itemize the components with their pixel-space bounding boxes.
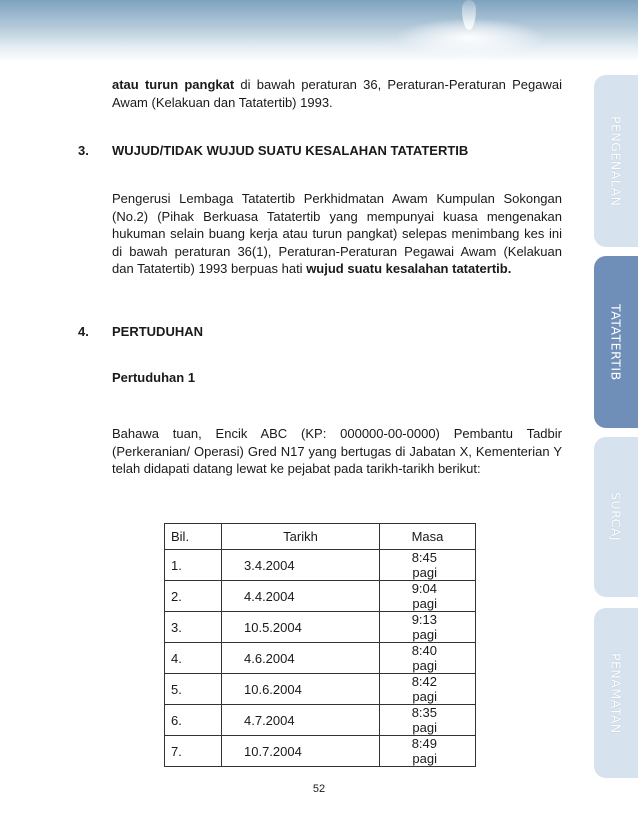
table-row	[165, 612, 476, 643]
paragraph-charge: Bahawa tuan, Encik ABC (KP: 000000-00-0000) Pembantu Tadbir (Perkeranian/ Operasi) Gred N17 yang bertugas di Jabatan X, Kementerian Y telah didapati datang lewat ke pejabat pada tarikh-tarikh berikut:	[112, 426, 562, 476]
paragraph-text: Pengerusi Lembaga Tatatertib Perkhidmatan Awam Kumpulan Sokongan (No.2) (Pihak Berkuasa Tatatertib yang mempunyai kuasa mengenakan hukuman selain buang kerja atau turun pangkat) selepas menimbang kes ini di bawah peraturan 36(1), Peraturan-Peraturan Pegawai Awam (Kelakuan dan Tatatertib) 1993 berpuas hati	[112, 191, 562, 276]
lateness-table	[164, 523, 476, 767]
side-tab-surcaj[interactable]	[594, 437, 638, 597]
paragraph-continuation	[112, 76, 562, 111]
cell-tarikh: 10.5.2004	[222, 612, 380, 643]
cell-bil: 4.	[165, 643, 222, 674]
cell-masa: 9:04 pagi	[380, 581, 476, 612]
paragraph-text: di bawah peraturan 36, Peraturan-Peraturan Pegawai Awam (Kelakuan dan Tatatertib) 1993.	[112, 77, 562, 110]
page-number: 52	[312, 783, 326, 795]
header-masa: Masa	[380, 524, 476, 550]
cell-masa: 8:40 pagi	[380, 643, 476, 674]
cell-tarikh: 4.4.2004	[222, 581, 380, 612]
bold-phrase: wujud suatu kesalahan tatatertib.	[306, 261, 512, 276]
side-tab-pengenalan[interactable]	[594, 75, 638, 247]
cell-tarikh: 10.7.2004	[222, 736, 380, 767]
cell-tarikh: 10.6.2004	[222, 674, 380, 705]
side-tab-tatatertib[interactable]	[594, 256, 638, 428]
side-tab-label: TATATERTIB	[608, 303, 624, 381]
cell-tarikh: 4.7.2004	[222, 705, 380, 736]
table-row	[165, 581, 476, 612]
subheading-pertuduhan-1: Pertuduhan 1	[112, 370, 196, 385]
cell-bil: 7.	[165, 736, 222, 767]
side-tab-label: PENAMATAN	[608, 652, 624, 734]
table-header-row	[165, 524, 476, 550]
cell-bil: 5.	[165, 674, 222, 705]
side-tab-penamatan[interactable]	[594, 608, 638, 778]
cell-tarikh: 4.6.2004	[222, 643, 380, 674]
section-heading-4: PERTUDUHAN	[112, 324, 203, 339]
table-row	[165, 550, 476, 581]
cell-masa: 8:49 pagi	[380, 736, 476, 767]
cell-bil: 1.	[165, 550, 222, 581]
section-number-3: 3.	[78, 143, 89, 158]
section-heading-3: WUJUD/TIDAK WUJUD SUATU KESALAHAN TATATERTIB	[112, 143, 469, 158]
table-row	[165, 643, 476, 674]
header-tarikh: Tarikh	[222, 524, 380, 550]
header-bil: Bil.	[165, 524, 222, 550]
bold-phrase: atau turun pangkat	[112, 77, 235, 92]
paragraph-finding	[112, 190, 562, 278]
cell-masa: 8:35 pagi	[380, 705, 476, 736]
cell-masa: 9:13 pagi	[380, 612, 476, 643]
cell-tarikh: 3.4.2004	[222, 550, 380, 581]
cell-bil: 2.	[165, 581, 222, 612]
cell-masa: 8:45 pagi	[380, 550, 476, 581]
table-row	[165, 674, 476, 705]
side-tab-label: SURCAJ	[608, 492, 624, 542]
table-row	[165, 705, 476, 736]
side-tab-label: PENGENALAN	[608, 115, 624, 207]
section-number-4: 4.	[78, 324, 89, 339]
table-row	[165, 736, 476, 767]
cell-bil: 3.	[165, 612, 222, 643]
cell-masa: 8:42 pagi	[380, 674, 476, 705]
cell-bil: 6.	[165, 705, 222, 736]
